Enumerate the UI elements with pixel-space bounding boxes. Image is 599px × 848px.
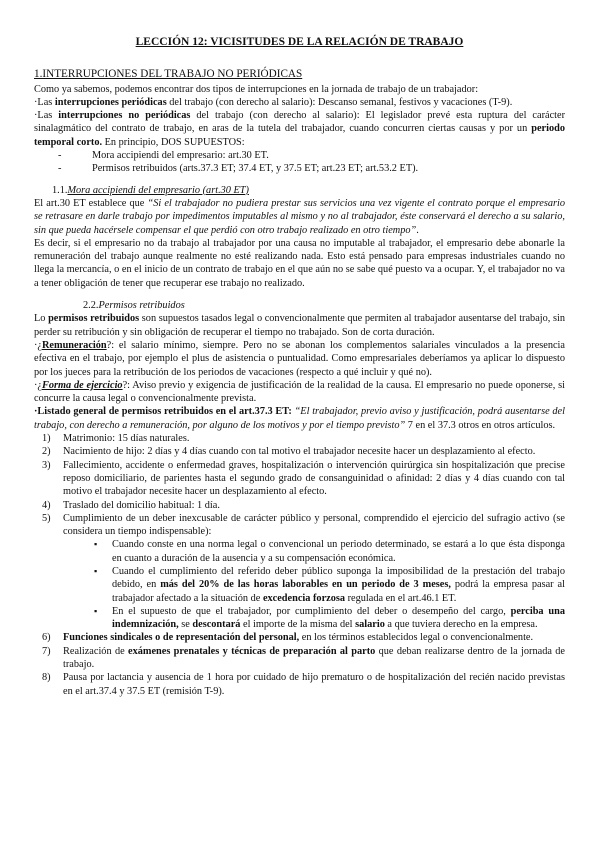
heading-text: Mora accipiendi del empresario (art.30 ET) xyxy=(67,184,249,196)
list-item xyxy=(34,445,565,458)
bold-term: interrupciones no periódicas xyxy=(58,110,191,122)
item-number: 5) xyxy=(42,512,51,524)
item-text: Nacimiento de hijo: 2 días y 4 días cuando con tal motivo el trabajador necesite hacer un desplazamiento al efecto. xyxy=(63,446,536,458)
text-run: En principio, DOS SUPUESTOS: xyxy=(102,136,245,148)
sub-list-item xyxy=(34,565,565,605)
bold-term: salario xyxy=(355,619,385,631)
permisos-list xyxy=(34,432,565,698)
quote-text: “Si el trabajador no pudiera prestar sus servicios una vez vigente el contrato porque el empresario se retrasare en darle trabajo por impedimentos imputables al mismo y no al trabajador, éste conservará el derecho a su salario, sin que pueda hacérsele compensar el que perdió con otro trabajo realizado en otro tiempo” xyxy=(34,197,565,236)
item-number: 6) xyxy=(42,632,51,644)
bold-term: perciba una indemnización, xyxy=(112,605,565,631)
bold-term: Funciones sindicales o de representación del personal, xyxy=(63,632,300,644)
text-run: del trabajo (con derecho al salario): Descanso semanal, festivos y vacaciones (T-9). xyxy=(166,96,513,108)
bold-term: excedencia forzosa xyxy=(262,592,346,604)
text-run: podrá la empresa pasar al trabajador afectado a la situación de xyxy=(112,579,565,604)
bold-term: exámenes prenatales y técnicas de preparación al parto xyxy=(128,645,376,657)
list-item xyxy=(34,459,565,499)
text-run: ·Las xyxy=(34,110,59,122)
text-run: ?: Aviso previo y exigencia de justificación de la realidad de la causa. El empresario no puede oponerse, si concurre la causa legal o convencionalmente prevista. xyxy=(34,379,565,405)
item-text: Cumplimiento de un deber inexcusable de carácter público y personal, comprendido el ejercicio del sufragio activo (se considera un tiempo indispensable): xyxy=(63,512,565,538)
item-number: 4) xyxy=(42,499,51,511)
paragraph-non-periodic xyxy=(34,109,565,149)
item-text: Realización de xyxy=(63,645,129,657)
list-item xyxy=(34,631,565,644)
heading-number: 1.1. xyxy=(52,184,68,196)
text-run: se xyxy=(178,619,193,631)
text-run: ·¿ xyxy=(34,379,42,391)
text-run: regulada en el art.46.1 ET. xyxy=(345,592,457,604)
list-item: - Permisos retribuidos (arts.37.3 ET; 37.4 ET, y 37.5 ET; art.23 ET; art.53.2 ET). xyxy=(34,162,565,175)
bold-term: Remuneración xyxy=(42,339,107,351)
text-run: ·Las xyxy=(34,96,55,108)
bold-term: descontará xyxy=(192,619,241,631)
text-run: ?: el salario mínimo, siempre. Pero no se abonan los complementos salariales vinculados a la presencia efectiva en el trabajo, por ejemplo el plus de asistencia o puntualidad. Como empresariales deberíamos ya aplicar lo dispuesto por los jueces para la retribución de los periodos de vacaciones (respecto a qué incluir y qué no). xyxy=(34,339,565,378)
item-number: 7) xyxy=(42,645,51,657)
item-number: 1) xyxy=(42,433,51,445)
heading-text: Permisos retribuidos xyxy=(98,300,185,312)
text-run: 7 en el 37.3 otros en otros artículos. xyxy=(405,419,556,431)
paragraph-listado xyxy=(34,405,565,432)
bold-term: más del 20% de las horas laborables en un periodo de 3 meses, xyxy=(160,579,451,591)
paragraph-permisos xyxy=(34,312,565,339)
text-run: El art.30 ET establece que xyxy=(34,197,148,209)
text-run: a que tuviera derecho en la empresa. xyxy=(384,619,538,631)
paragraph-forma-ejercicio xyxy=(34,379,565,406)
list-item xyxy=(34,512,565,632)
sub-list xyxy=(34,538,565,631)
section-1-1-heading xyxy=(52,184,565,197)
item-text: en los términos establecidos legal o convencionalmente. xyxy=(299,632,534,644)
sub-list-item xyxy=(34,605,565,632)
list-item xyxy=(34,671,565,698)
list-item xyxy=(34,645,565,672)
list-item: - Mora accipiendi del empresario: art.30 ET. xyxy=(34,149,565,162)
paragraph-periodic xyxy=(34,96,565,109)
lesson-title: LECCIÓN 12: VICISITUDES DE LA RELACIÓN DE TRABAJO xyxy=(135,36,464,48)
list-item xyxy=(34,432,565,445)
paragraph-art30 xyxy=(34,197,565,237)
bold-term: ·Listado general de permisos retribuidos en el art.37.3 ET: xyxy=(34,406,295,418)
quote-text: “El trabajador, previo aviso y justificación, podrá ausentarse del trabajo, con derecho a remuneración, por alguno de los motivos y por el tiempo previsto” xyxy=(34,406,565,431)
item-text: Pausa por lactancia y ausencia de 1 hora por cuidado de hijo prematuro o de hospitalización del recién nacido previstas en el art.37.4 y 37.5 ET (remisión T-9). xyxy=(63,672,565,697)
text-run: . xyxy=(416,224,419,236)
item-number: 3) xyxy=(42,459,51,471)
item-text: Traslado del domicilio habitual: 1 día. xyxy=(63,499,220,511)
bold-term: Forma de ejercicio xyxy=(42,379,123,391)
item-number: 2) xyxy=(42,446,51,458)
text-run: son supuestos tasados legal o convencionalmente que permiten al trabajador ausentarse del trabajo, sin perder su retribución y sin obligación de recuperar el tiempo no trabajado. Son de corta duración. xyxy=(34,313,565,338)
section-1-heading: 1.INTERRUPCIONES DEL TRABAJO NO PERIÓDICAS xyxy=(34,68,303,81)
text-run: En el supuesto de que el trabajador, por cumplimiento del deber o desempeño del cargo, xyxy=(112,605,511,617)
cases-list xyxy=(34,149,565,176)
bold-term: interrupciones periódicas xyxy=(54,96,167,108)
text-run: el importe de la misma del xyxy=(240,619,356,631)
text-run: Lo xyxy=(34,313,49,325)
paragraph-remuneracion xyxy=(34,339,565,379)
text-run: Cuando el cumplimiento del referido deber público suponga la imposibilidad de la prestación del trabajo debido, en xyxy=(112,565,565,591)
heading-number: 2.2. xyxy=(83,300,99,312)
sub-list-item: ▪ Cuando conste en una norma legal o convencional un periodo determinado, se estará a lo que ésta disponga en cuanto a duración de la ausencia y a su compensación económica. xyxy=(34,538,565,565)
section-1-intro: Como ya sabemos, podemos encontrar dos tipos de interrupciones en la jornada de trabajo de un trabajador: xyxy=(34,83,479,95)
section-2-2-heading xyxy=(83,299,565,312)
text-run: del trabajo (con derecho al salario): El legislador prevé esta ruptura del carácter sinalagmático del contrato de trabajo, en aras de la tutela del trabajador, cuando concurren ciertas causas y por un xyxy=(34,110,565,135)
bold-term: periodo temporal corto. xyxy=(34,123,565,148)
list-item xyxy=(34,499,565,512)
paragraph-explanation: Es decir, si el empresario no da trabajo al trabajador por una causa no imputable al trabajador, el empresario debe abonarle la remuneración del trabajo aunque realmente no esté realizando nada. Esto está pensado para empresas industriales cuando no llega la mercancía, o en el inicio de un contrato de trabajo en el que aún no se sabe qué puesto va a ocupar. Y, el trabajador no va a tener obligación de tener que recuperar ese trabajo no realizado. xyxy=(34,237,565,289)
bold-term: permisos retribuidos xyxy=(48,313,140,325)
item-text: Fallecimiento, accidente o enfermedad graves, hospitalización o intervención quirúrgica sin hospitalización que precise reposo domiciliario, de parientes hasta el segundo grado de consanguinidad o afinidad: 2 días y 4 días cuando con tal motivo el trabajador necesite hacer un desplazamiento al efecto. xyxy=(63,459,565,498)
item-number: 8) xyxy=(42,672,51,684)
item-text: que deban realizarse dentro de la jornada de trabajo. xyxy=(63,645,565,671)
text-run: ·¿ xyxy=(34,339,42,351)
item-text: Matrimonio: 15 días naturales. xyxy=(63,433,190,445)
